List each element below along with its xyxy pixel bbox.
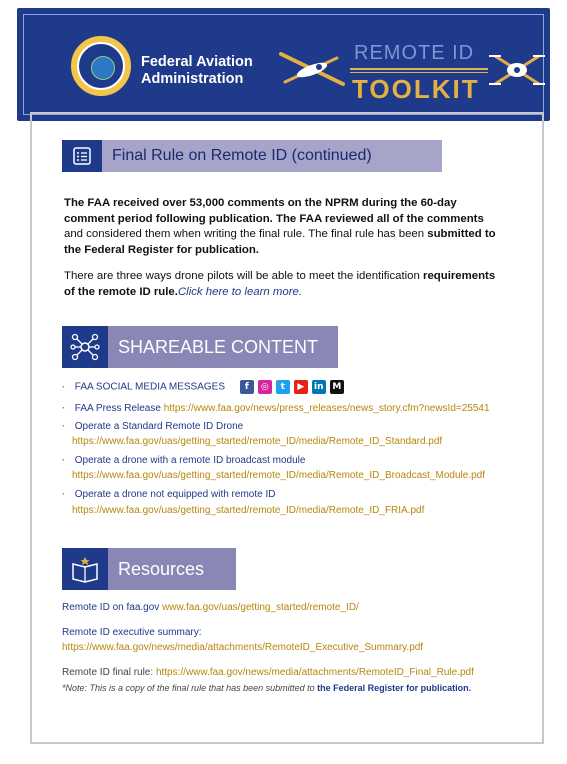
agency-name	[141, 54, 271, 88]
network-icon	[62, 326, 108, 368]
p1-normal-text: and considered them when writing the final rule. The final rule has been	[64, 228, 425, 240]
toolkit-title-top: REMOTE ID	[354, 42, 475, 64]
bullet: ·	[62, 381, 66, 393]
resource-item	[62, 601, 359, 614]
resource-item	[62, 626, 202, 639]
bullet: ·	[62, 403, 66, 414]
open-book-icon	[62, 548, 108, 590]
remote-id-label: Remote ID on faa.gov	[62, 602, 160, 613]
resource-item-url	[62, 641, 423, 654]
final-rule-link[interactable]: https://www.faa.gov/news/media/attachments/RemoteID_Final_Rule.pdf	[155, 667, 474, 678]
list-item-url	[72, 504, 424, 517]
fixed-wing-drone-icon	[279, 50, 345, 88]
standard-drone-label: Operate a Standard Remote ID Drone	[74, 421, 244, 432]
fria-label: Operate a drone not equipped with remote ID	[74, 489, 276, 500]
bullet: ·	[62, 489, 66, 500]
broadcast-module-link[interactable]: https://www.faa.gov/uas/getting_started/remote_ID/media/Remote_ID_Broadcast_Module.pdf	[72, 470, 486, 481]
final-rule-label: Remote ID final rule:	[62, 667, 154, 678]
fria-link[interactable]: https://www.faa.gov/uas/getting_started/remote_ID/media/Remote_ID_FRIA.pdf	[72, 505, 425, 516]
p1-bold-text-2: submitted to the Federal Register for publication.	[64, 228, 496, 256]
resources-header	[62, 548, 236, 590]
final-rule-paragraph-1	[64, 196, 504, 258]
remote-id-link[interactable]: www.faa.gov/uas/getting_started/remote_ID/	[162, 602, 359, 613]
list-item-url	[72, 469, 485, 482]
press-release-link[interactable]: https://www.faa.gov/news/press_releases/news_story.cfm?newsId=25541	[163, 403, 490, 414]
p2-bold-text: requirements of the remote ID rule.	[64, 270, 496, 298]
list-item	[62, 420, 243, 433]
seal-ring	[77, 42, 125, 90]
final-rule-title: Final Rule on Remote ID (continued)	[102, 140, 442, 172]
toolkit-divider	[350, 68, 488, 70]
bullet: ·	[62, 421, 66, 432]
social-media-label: FAA SOCIAL MEDIA MESSAGES	[74, 381, 226, 393]
twitter-icon[interactable]: t	[276, 380, 290, 394]
seal-globe-icon	[91, 56, 115, 80]
shareable-content-header	[62, 326, 338, 368]
youtube-icon[interactable]: ▶	[294, 380, 308, 394]
facebook-icon[interactable]: f	[240, 380, 254, 394]
faa-seal-icon	[71, 36, 131, 96]
instagram-icon[interactable]: ◎	[258, 380, 272, 394]
note-bold-text: the Federal Register for publication.	[317, 683, 472, 693]
resource-item	[62, 666, 474, 679]
social-icons	[240, 380, 344, 394]
p2-normal-text: There are three ways drone pilots will be able to meet the identification	[64, 270, 420, 282]
shareable-content-title: SHAREABLE CONTENT	[108, 326, 338, 368]
linkedin-icon[interactable]: in	[312, 380, 326, 394]
list-item	[62, 454, 305, 467]
list-item	[62, 488, 275, 501]
resources-title: Resources	[108, 548, 236, 590]
toolkit-title-bottom: TOOLKIT	[352, 74, 480, 104]
p1-bold-text: The FAA received over 53,000 comments on the NPRM during the 60-day comment period following publication. The FAA reviewed all of the comments	[64, 197, 484, 225]
header-banner	[17, 8, 550, 121]
list-item	[62, 402, 490, 415]
executive-summary-link[interactable]: https://www.faa.gov/news/media/attachments/RemoteID_Executive_Summary.pdf	[62, 642, 424, 653]
resource-note	[62, 682, 471, 695]
executive-summary-label: Remote ID executive summary:	[62, 627, 202, 638]
learn-more-link[interactable]: Click here to learn more.	[177, 285, 303, 298]
broadcast-module-label: Operate a drone with a remote ID broadcast module	[74, 455, 306, 466]
final-rule-header	[62, 140, 442, 172]
medium-icon[interactable]: M	[330, 380, 344, 394]
agency-line-1: Federal Aviation	[141, 54, 253, 70]
quadcopter-drone-icon	[487, 48, 547, 92]
list-item	[62, 380, 344, 394]
bullet: ·	[62, 455, 66, 466]
press-release-label: FAA Press Release	[74, 403, 161, 414]
list-item-url	[72, 435, 442, 448]
final-rule-paragraph-2	[64, 269, 504, 300]
list-icon	[62, 140, 102, 172]
toolkit-divider-thin	[350, 72, 488, 73]
agency-line-2: Administration	[141, 71, 244, 87]
note-text: *Note: This is a copy of the final rule that has been submitted to	[62, 683, 318, 693]
standard-drone-link[interactable]: https://www.faa.gov/uas/getting_started/remote_ID/media/Remote_ID_Standard.pdf	[72, 436, 443, 447]
